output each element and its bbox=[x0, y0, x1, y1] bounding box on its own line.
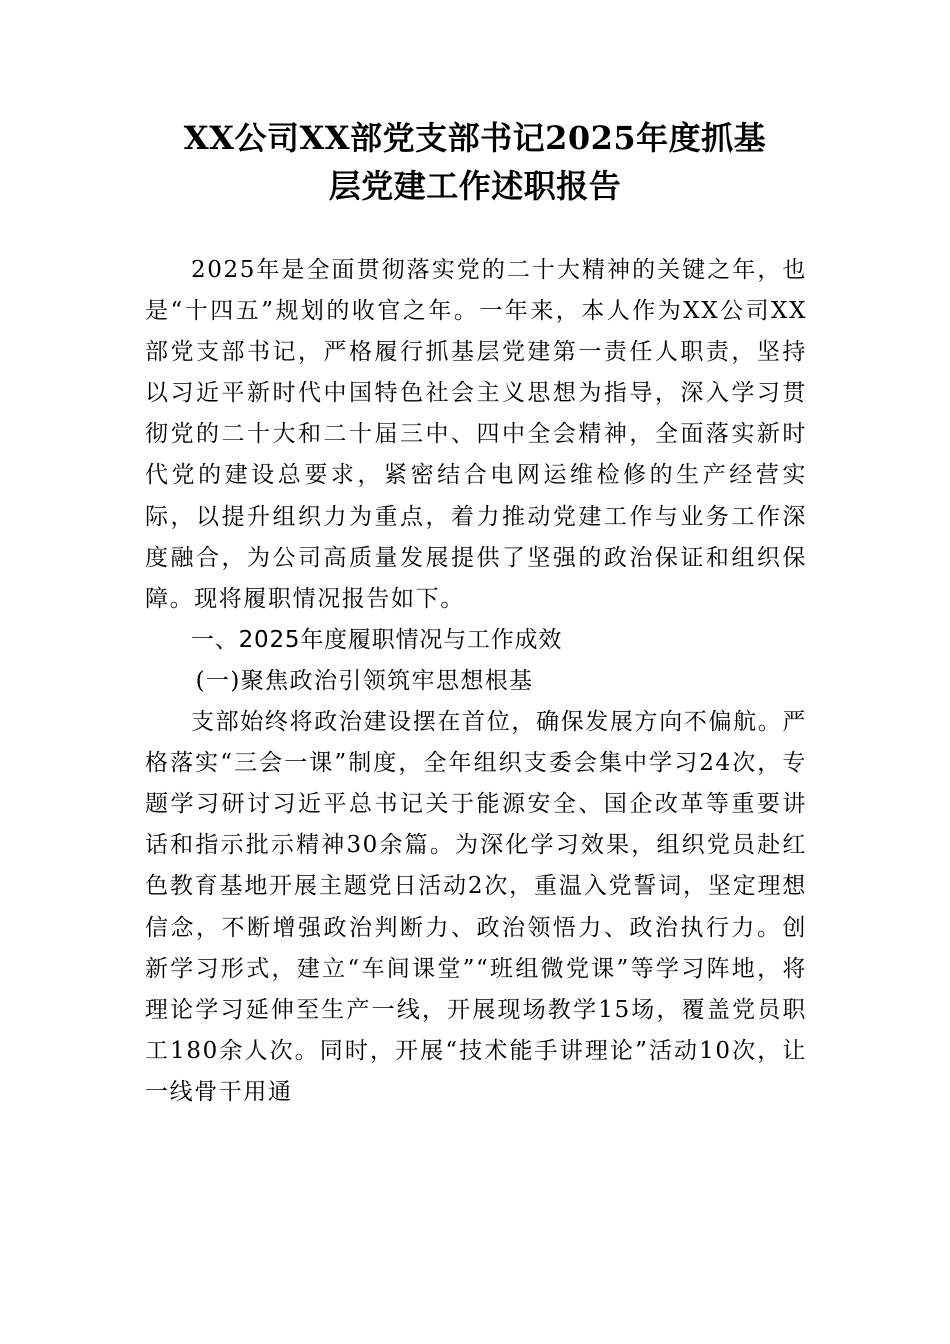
title-line-1: XX公司XX部党支部书记2025年度抓基 bbox=[183, 119, 767, 157]
section-heading-1: 一、2025年度履职情况与工作成效 bbox=[191, 626, 563, 653]
intro-paragraph: 2025年是全面贯彻落实党的二十大精神的关键之年，也是“十四五”规划的收官之年。一年来，本人作为XX公司XX部党支部书记，严格履行抓基层党建第一责任人职责，坚持以习近平新时代中国特色社会主义思想为指导，深入学习贯彻党的二十大和二十届三中、四中全会精神，全面落实新时代党的建设总要求，紧密结合电网运维检修的生产经营实际，以提升组织力为重点，着力推动党建工作与业务工作深度融合，为公司高质量发展提供了坚强的政治保证和组织保障。现将履职情况报告如下。 bbox=[145, 257, 807, 612]
subsection-heading-1: (一)聚焦政治引领筑牢思想根基 bbox=[195, 667, 534, 694]
title-line-2: 层党建工作述职报告 bbox=[328, 167, 622, 205]
subsection-paragraph-1: 支部始终将政治建设摆在首位，确保发展方向不偏航。严格落实“三会一课”制度，全年组织支委会集中学习24次，专题学习研讨习近平总书记关于能源安全、国企改革等重要讲话和指示批示精神30余篇。为深化学习效果，组织党员赴红色教育基地开展主题党日活动2次，重温入党誓词，坚定理想信念，不断增强政治判断力、政治领悟力、政治执行力。创新学习形式，建立“车间课堂”“班组微党课”等学习阵地，将理论学习延伸至生产一线，开展现场教学15场，覆盖党员职工180余人次。同时，开展“技术能手讲理论”活动10次，让一线骨干用通 bbox=[145, 709, 807, 1105]
document-body bbox=[145, 250, 807, 1113]
document-title bbox=[140, 114, 810, 210]
